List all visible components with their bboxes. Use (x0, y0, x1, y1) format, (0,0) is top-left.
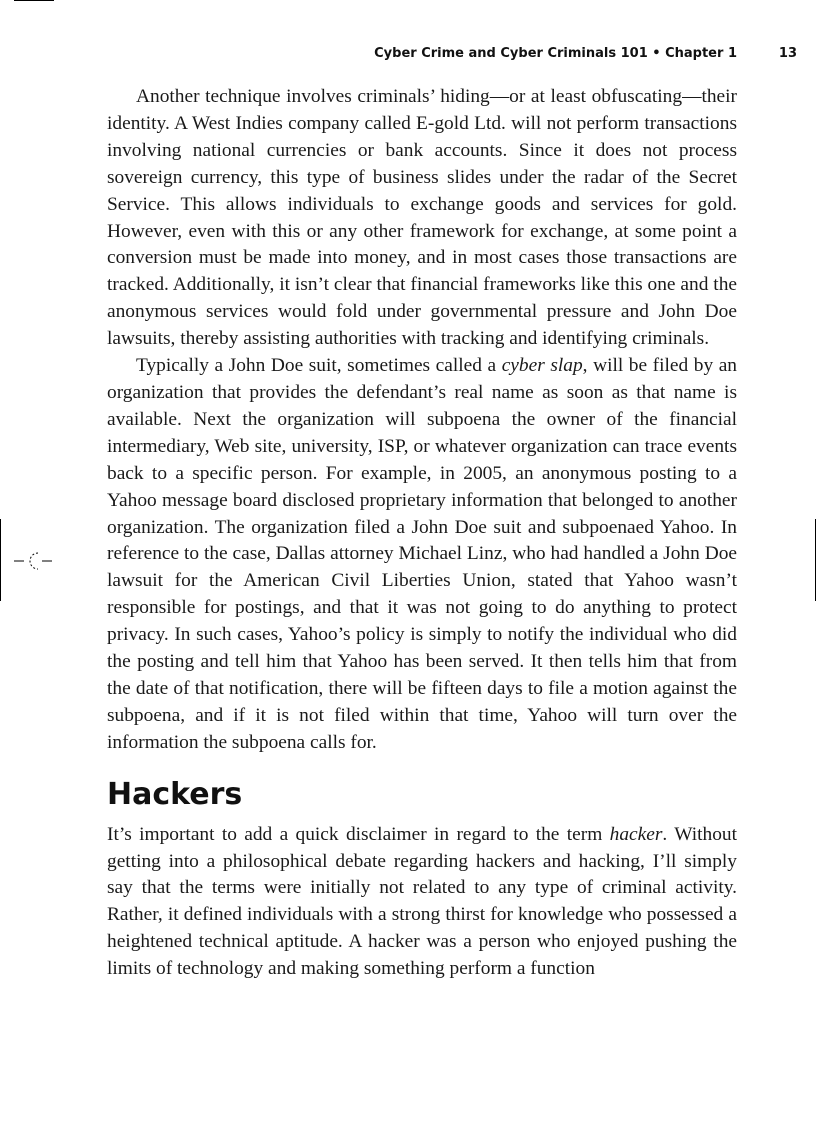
registration-mark-icon (14, 548, 54, 574)
term-hacker: hacker (609, 823, 663, 845)
running-head (107, 46, 797, 66)
term-cyber-slap: cyber slap (501, 355, 583, 377)
paragraph-john-doe-lead: Typically a John Doe suit, sometimes called a (136, 355, 502, 377)
paragraph-hackers (107, 822, 737, 983)
paragraph-hackers-lead: It’s important to add a quick disclaimer in regard to the term (107, 823, 610, 845)
paragraph-john-doe-rest: , will be filed by an organization that provides the defendant’s real name as soon as that name is available. Next the organization will subpoena the owner of the financial intermediary, Web site, university, ISP, or whatever organization can trace events back to a specific person. For example, in 2005, an anonymous posting to a Yahoo message board disclosed proprietary information that belonged to another organization. The organization filed a John Doe suit and subpoenaed Yahoo. In reference to the case, Dallas attorney Michael Linz, who had handled a John Doe lawsuit for the American Civil Liberties Union, stated that Yahoo wasn’t responsible for postings, and that it was not going to do anything to protect privacy. In such cases, Yahoo’s policy is simply to notify the individual who did the posting and tell him that Yahoo has been served. It then tells him that from the date of that notification, there will be fifteen days to file a motion against the subpoena, and if it is not filed within that time, Yahoo will turn over the information the subpoena calls for. (107, 355, 738, 753)
crop-mark-top (14, 0, 54, 1)
paragraph-john-doe (107, 353, 737, 757)
page-number: 13 (778, 46, 797, 61)
section-heading: Hackers (107, 776, 243, 812)
crop-mark-left (0, 519, 1, 601)
paragraph-e-gold: Another technique involves criminals’ hiding—or at least obfuscating—their identity. A West Indies company called E-gold Ltd. will not perform transactions involving national currencies or bank accounts. Since it does not process sovereign currency, this type of business slides under the radar of the Secret Service. This allows individuals to exchange goods and services for gold. However, even with this or any other framework for exchange, at some point a conversion must be made into money, and in most cases those transactions are tracked. Additionally, it isn’t clear that financial frameworks like this one and the anonymous services would fold under governmental pressure and John Doe lawsuits, thereby assisting authorities with tracking and identifying criminals. (107, 86, 737, 350)
body-text (107, 84, 737, 983)
paragraph-hackers-rest: . Without getting into a philosophical debate regarding hackers and hacking, I’ll simply say that the terms were initially not related to any type of criminal activity. Rather, it defined individuals with a strong thirst for knowledge who possessed a heightened technical aptitude. A hacker was a person who enjoyed pushing the limits of technology and making something perform a function (107, 823, 737, 980)
running-head-title: Cyber Crime and Cyber Criminals 101 • Chapter 1 (374, 46, 737, 61)
